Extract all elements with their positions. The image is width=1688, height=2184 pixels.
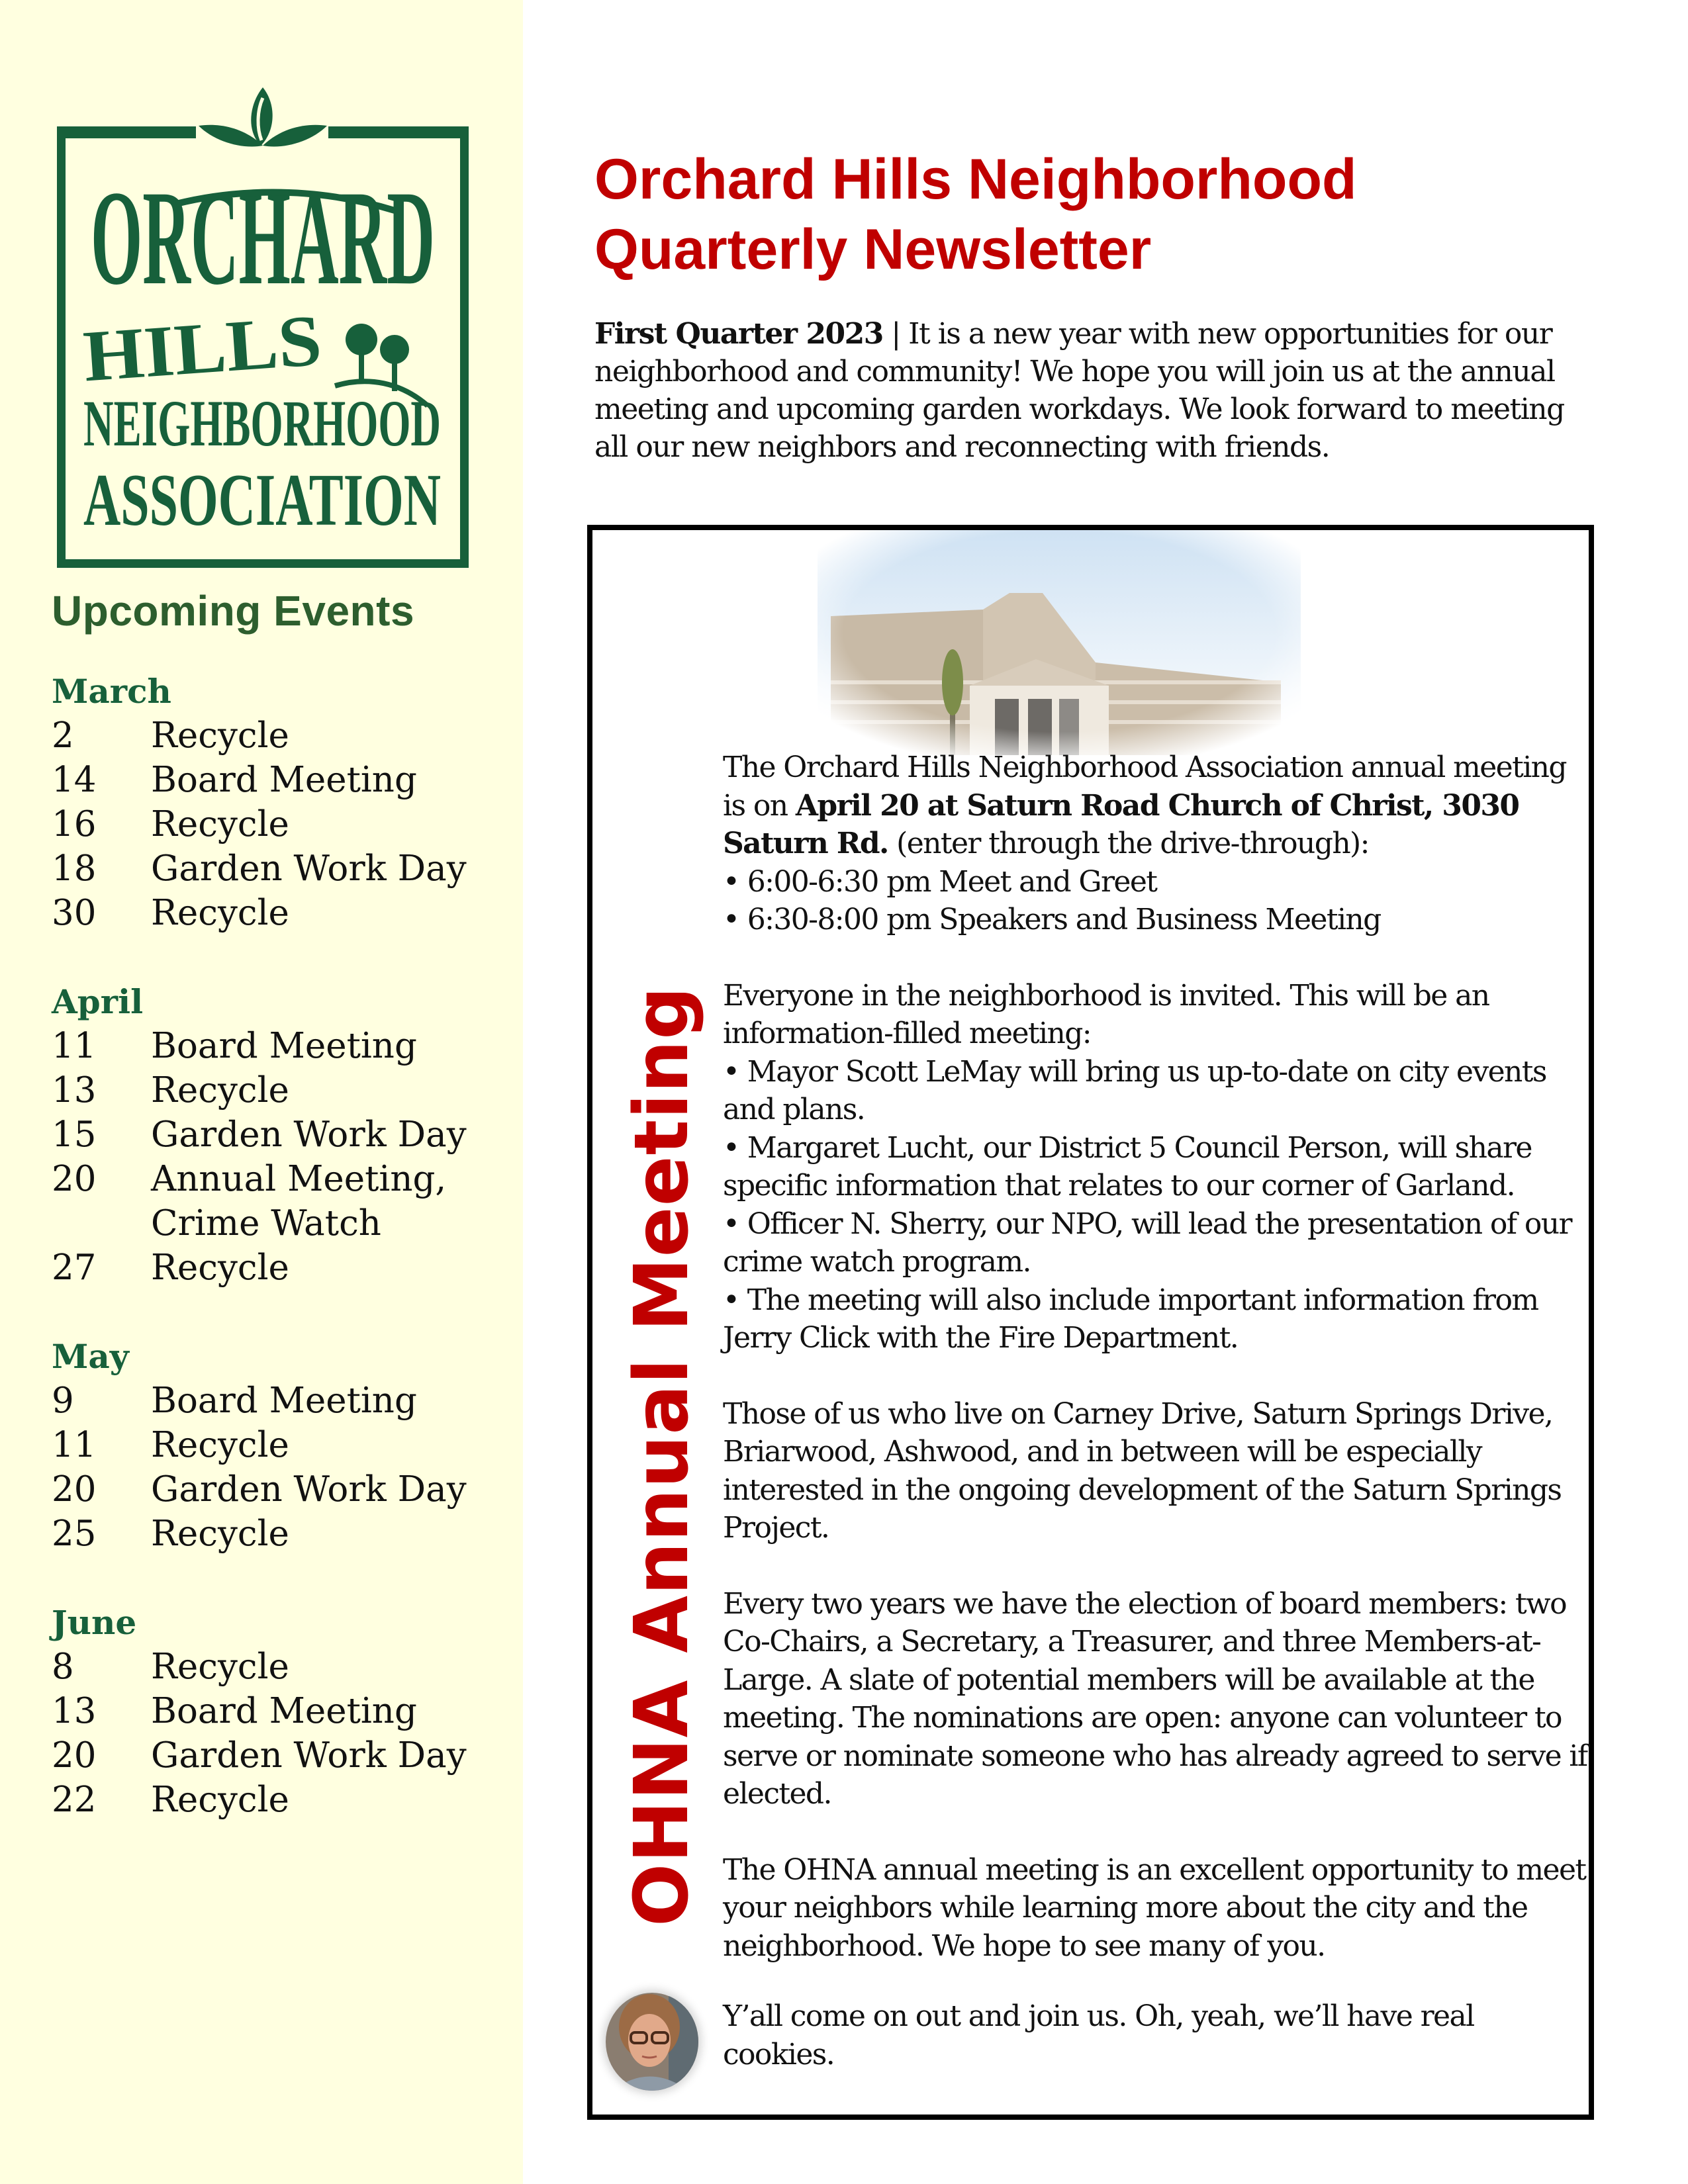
event-day: 11	[52, 1425, 97, 1465]
event-label: Recycle	[151, 893, 289, 933]
event-label: Recycle	[151, 804, 289, 844]
issue-label: First Quarter 2023	[594, 317, 883, 351]
sidebar	[0, 0, 523, 2184]
schedule-item: • 6:30-8:00 pm Speakers and Business Meeting	[723, 903, 1381, 936]
event-row	[52, 1778, 515, 1822]
event-day: 20	[52, 1469, 97, 1510]
meeting-details	[723, 749, 1593, 2111]
event-day: 15	[52, 1115, 97, 1155]
saturn-springs-paragraph: Those of us who live on Carney Drive, Saturn Springs Drive, Briarwood, Ashwood, and in between will be especially interested in the ongoing development of the Saturn Springs Project.	[723, 1396, 1562, 1545]
event-label: Board Meeting	[151, 1691, 417, 1731]
church-image	[818, 530, 1301, 755]
vertical-section-title: OHNA Annual Meeting	[619, 985, 705, 1927]
opportunity-paragraph: The OHNA annual meeting is an excellent opportunity to meet your neighbors while learning more about the city and the neighborhood. We hope to see many of you.	[723, 1852, 1586, 1963]
events-list	[52, 670, 515, 1867]
logo-graphic	[57, 85, 469, 568]
author-photo	[606, 1993, 698, 2091]
logo-word-hills: HILLS	[81, 300, 309, 397]
event-row	[52, 1689, 515, 1733]
speaker-item: • Margaret Lucht, our District 5 Council Person, will share specific information that relates to our corner of Garland.	[723, 1130, 1532, 1203]
event-label: Garden Work Day	[151, 1115, 467, 1155]
event-label: Recycle	[151, 1647, 289, 1687]
event-label: Recycle	[151, 715, 289, 756]
event-day: 22	[52, 1780, 97, 1820]
month-name: March	[52, 672, 171, 711]
annual-meeting-box	[587, 525, 1594, 2120]
event-row	[52, 1246, 515, 1290]
meeting-p1-end: (enter through the drive-through):	[888, 827, 1369, 860]
event-day: 20	[52, 1159, 97, 1199]
speakers-intro: Everyone in the neighborhood is invited. This will be an information-filled meeting:	[723, 978, 1489, 1050]
event-day: 30	[52, 893, 97, 933]
event-row	[52, 1645, 515, 1689]
meeting-when-where	[723, 749, 1593, 939]
month-name: May	[52, 1337, 129, 1376]
event-label: Recycle	[151, 1070, 289, 1111]
logo-word-neighborhood: NEIGHBORHOOD	[83, 387, 441, 460]
event-day: 2	[52, 715, 74, 756]
event-label: Board Meeting	[151, 1381, 417, 1421]
meeting-p1-start: The Orchard Hills Neighborhood Association annual meeting is on	[723, 751, 1566, 823]
event-row	[52, 1157, 515, 1246]
event-label: Recycle	[151, 1780, 289, 1820]
intro-separator: |	[882, 317, 909, 351]
event-label-line2: Crime Watch	[151, 1203, 381, 1244]
speaker-item: • Officer N. Sherry, our NPO, will lead the presentation of our crime watch program.	[723, 1206, 1571, 1279]
event-label: Garden Work Day	[151, 848, 467, 889]
event-day: 16	[52, 804, 97, 844]
church-photo	[818, 530, 1301, 755]
event-row	[52, 846, 515, 891]
newsletter-title	[594, 144, 1587, 285]
event-label: Garden Work Day	[151, 1469, 467, 1510]
event-row	[52, 802, 515, 846]
month-name: April	[52, 982, 144, 1021]
upcoming-events-heading: Upcoming Events	[52, 587, 415, 635]
intro-text: It is a new year with new opportunities for our neighborhood and community! We hope you will join us at the annual meeting and upcoming garden workdays. We look forward to meeting all our new neighbors and reconnecting with friends.	[594, 317, 1564, 464]
event-row	[52, 1467, 515, 1512]
meeting-location: April 20 at Saturn Road Church of Christ, 3030 Saturn Rd.	[723, 788, 1519, 860]
event-row	[52, 758, 515, 802]
title-line-1: Orchard Hills Neighborhood	[594, 148, 1357, 211]
author-avatar	[606, 1993, 698, 2091]
event-label: Recycle	[151, 1514, 289, 1554]
month-march	[52, 670, 515, 935]
logo-word-orchard: ORCHARD	[91, 163, 435, 313]
event-label: Garden Work Day	[151, 1735, 467, 1776]
event-day: 9	[52, 1381, 74, 1421]
event-day: 18	[52, 848, 97, 889]
event-row	[52, 1113, 515, 1157]
event-label: Board Meeting	[151, 1026, 417, 1066]
event-day: 14	[52, 760, 97, 800]
speaker-item: • Mayor Scott LeMay will bring us up-to-date on city events and plans.	[723, 1054, 1546, 1126]
event-day: 8	[52, 1647, 74, 1687]
event-row	[52, 891, 515, 935]
event-label: Board Meeting	[151, 760, 417, 800]
month-april	[52, 980, 515, 1290]
schedule-item: • 6:00-6:30 pm Meet and Greet	[723, 864, 1157, 899]
event-day: 25	[52, 1514, 97, 1554]
event-day: 27	[52, 1248, 97, 1288]
event-row	[52, 1733, 515, 1778]
month-name: June	[52, 1603, 137, 1642]
event-row	[52, 1024, 515, 1068]
event-label: Recycle	[151, 1425, 289, 1465]
event-day: 11	[52, 1026, 97, 1066]
month-may	[52, 1335, 515, 1556]
event-day: 13	[52, 1070, 97, 1111]
event-row	[52, 1068, 515, 1113]
event-row	[52, 713, 515, 758]
speaker-item: • The meeting will also include important information from Jerry Click with the Fire Department.	[723, 1283, 1538, 1355]
closing-paragraph: Y’all come on out and join us. Oh, yeah, we’ll have real cookies.	[723, 1999, 1474, 2071]
month-june	[52, 1601, 515, 1822]
logo-word-association: ASSOCIATION	[83, 459, 441, 541]
event-label-line1: Annual Meeting,	[151, 1159, 447, 1199]
meeting-speakers	[723, 977, 1593, 1357]
event-row	[52, 1379, 515, 1423]
event-row	[52, 1423, 515, 1467]
event-row	[52, 1512, 515, 1556]
intro-paragraph	[594, 315, 1568, 466]
event-label	[151, 1157, 515, 1246]
event-day: 13	[52, 1691, 97, 1731]
title-line-2: Quarterly Newsletter	[594, 218, 1152, 281]
election-paragraph: Every two years we have the election of board members: two Co-Chairs, a Secretary, a Treasurer, and three Members-at-Large. A slate of potential members will be available at the meeting. The nominations are open: anyone can volunteer to serve or nominate someone who has already agreed to serve if elected.	[723, 1586, 1587, 1811]
ohna-logo	[57, 85, 469, 568]
event-day: 20	[52, 1735, 97, 1776]
event-label: Recycle	[151, 1248, 289, 1288]
